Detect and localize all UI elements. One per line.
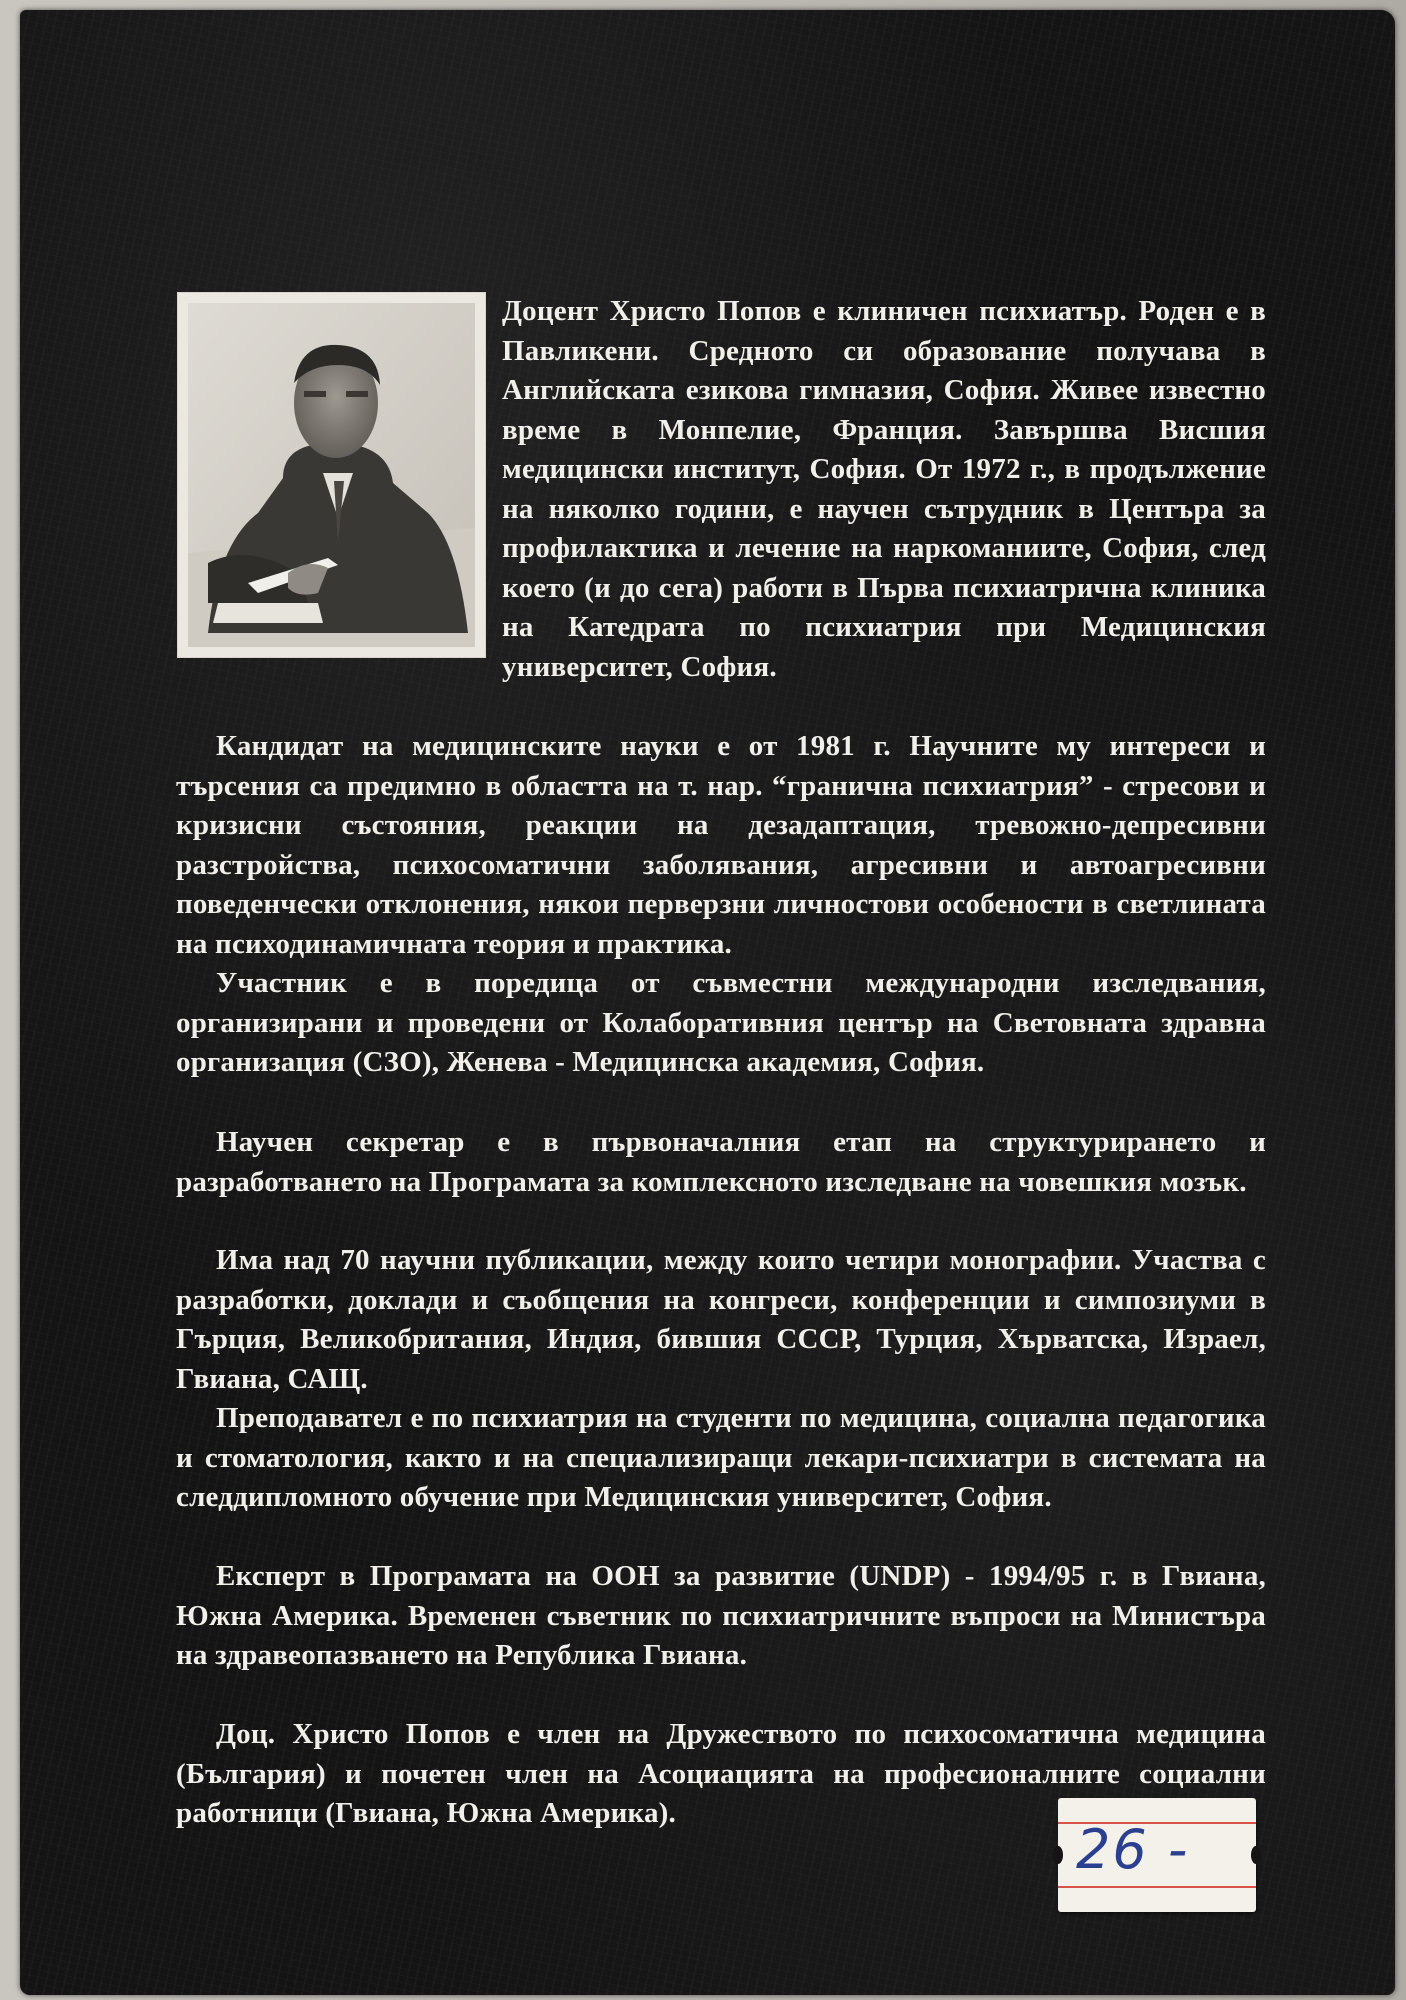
sticker-right-notch [1251,1846,1261,1864]
bio-paragraph-1-text: Доцент Христо Попов е клиничен психиатър. Роден е в Павликени. Средното си образование получава в Английската езикова гимназия, София. Живее известно време в Монпелие, Франция. Завършва Висшия медицински институт, София. От 1972 г., в продължение на няколко години, е научен сътрудник в Центъра за профилактика и лечение на наркоманиите, София, след което (и до сега) работи в Първа психиатрична клиника на Катедрата по психиатрия при Медицинския университет, София. [502,295,1266,683]
bio-paragraph-8: Доц. Христо Попов е член на Дружеството по психосоматична медицина (България) и почетен член на Асоциацията на професионалните социални работници (Гвиана, Южна Америка). [176,1718,1266,1829]
book-back-cover [20,10,1395,1995]
bio-paragraph-1 [176,292,1266,687]
photo-wrap-spacer [176,292,502,687]
bio-paragraph-2: Кандидат на медицинските науки е от 1981 г. Научните му интереси и търсения са предимно в областта на т. нар. “гранична психиатрия” - стресови и кризисни състояния, реакции на дезадаптация, тревожно-депресивни разстройства, психосоматични заболявания, агресивни и автоагресивни поведенчески отклонения, някои перверзни личностови особености в светлината на психодинамичната теория и практика. [176,730,1266,960]
bio-paragraph-5: Има над 70 научни публикации, между които четири монографии. Участва с разработки, доклади и съобщения на конгреси, конференции и симпозиуми в Гърция, Великобритания, Индия, бившия СССР, Турция, Хърватска, Израел, Гвиана, САЩ. [176,1244,1266,1395]
bio-paragraph-6: Преподавател е по психиатрия на студенти по медицина, социална педагогика и стоматология, както и на специализиращи лекари-психиатри в системата на следдипломното обучение при Медицинския университет, София. [176,1402,1266,1513]
bio-paragraph-4: Научен секретар е в първоначалния етап на структурирането и разработването на Програмата за комплексното изследване на човешкия мозък. [176,1126,1266,1198]
price-sticker [1058,1798,1256,1912]
bio-paragraph-3: Участник е в поредица от съвместни международни изследвания, организирани и проведени от Колаборативния център на Световната здравна организация (СЗО), Женева - Медицинска академия, София. [176,967,1266,1078]
author-bio-text [20,10,1395,1995]
handwritten-price: 26 - [1076,1818,1190,1881]
sticker-left-notch [1053,1846,1063,1864]
sticker-bottom-rule [1058,1886,1256,1888]
bio-paragraph-7: Експерт в Програмата на ООН за развитие (UNDP) - 1994/95 г. в Гвиана, Южна Америка. Временен съветник по психиатричните въпроси на Министъра на здравеопазването на Република Гвиана. [176,1560,1266,1671]
